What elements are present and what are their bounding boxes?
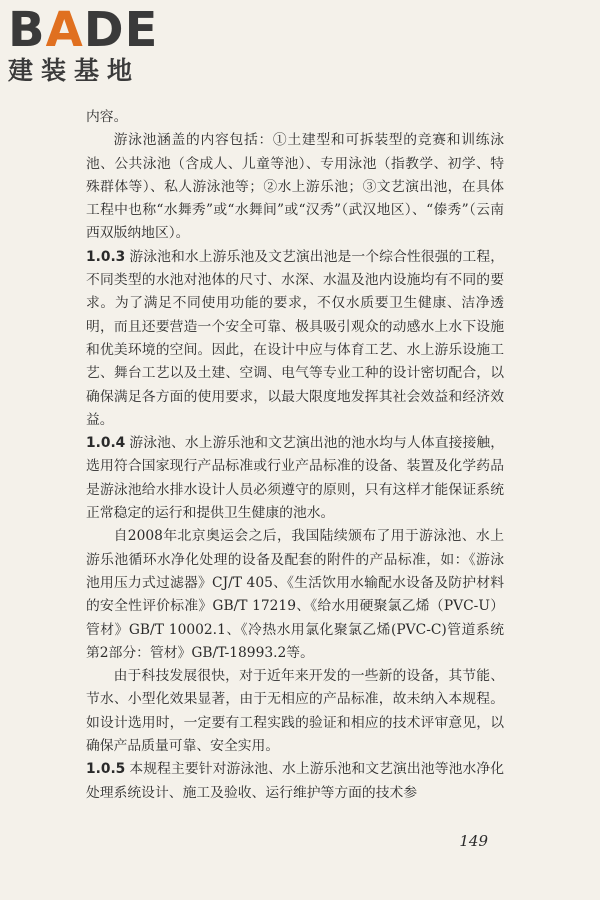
clause-number: 1.0.4 (86, 435, 126, 452)
paragraph-text: 内容。 (86, 109, 128, 125)
clause-1-0-4 (86, 432, 504, 525)
clause-1-0-3 (86, 246, 504, 432)
paragraph-text: 本规程主要针对游泳池、水上游乐池和文艺演出池等池水净化处理系统设计、施工及验收、运行维护等方面的技术参 (86, 761, 504, 801)
clause-number: 1.0.5 (86, 761, 126, 778)
paragraph-text: 游泳池、水上游乐池和文艺演出池的池水均与人体直接接触，选用符合国家现行产品标准或行业产品标准的设备、装置及化学药品是游泳池给水排水设计人员必须遵守的原则，只有这样才能保证系统正常稳定的运行和提供卫生健康的池水。 (86, 435, 504, 522)
paragraph-text: 游泳池涵盖的内容包括：①土建型和可拆装型的竞赛和训练泳池、公共泳池（含成人、儿童等池）、专用泳池（指教学、初学、特殊群体等）、私人游泳池等；②水上游乐池；③文艺演出池，在具体工程中也称“水舞秀”或“水舞间”或“汉秀”（武汉地区）、“傣秀”（云南西双版纳地区）。 (86, 132, 504, 242)
paragraph-text: 游泳池和水上游乐池及文艺演出池是一个综合性很强的工程，不同类型的水池对池体的尺寸、水深、水温及池内设施均有不同的要求。为了满足不同使用功能的要求，不仅水质要卫生健康、洁净透明，而且还要营造一个安全可靠、极具吸引观众的动感水上水下设施和优美环境的空间。因此，在设计中应与体育工艺、水上游乐设施工艺、舞台工艺以及土建、空调、电气等专业工种的设计密切配合，以确保满足各方面的使用要求，以最大限度地发挥其社会效益和经济效益。 (86, 248, 504, 428)
paragraph-text: 自2008年北京奥运会之后，我国陆续颁布了用于游泳池、水上游乐池循环水净化处理的设备及配套的附件的产品标准，如：《游泳池用压力式过滤器》CJ/T 405、《生活饮用水输配水设备及防护材料的安全性评价标准》GB/T 17219、《给水用硬聚氯乙烯（PVC-U）管材》GB/T 10002.1、《冷热水用氯化聚氯乙烯(PVC-C)管道系统 第2部分：管材》GB/T-18993.2等。 (86, 528, 518, 661)
paragraph (86, 106, 504, 129)
page-number: 149 (459, 832, 488, 850)
logo-letters-b: B (8, 2, 46, 58)
logo-subtitle: 建装基地 (8, 56, 141, 85)
document-body (86, 106, 518, 805)
logo-wordmark (8, 2, 178, 58)
clause-number: 1.0.3 (86, 248, 126, 265)
logo-letters-de: DE (83, 2, 159, 58)
paragraph-text: 由于科技发展很快，对于近年来开发的一些新的设备，其节能、节水、小型化效果显著，由于无相应的产品标准，故未纳入本规程。如设计选用时，一定要有工程实践的验证和相应的技术评审意见，以确保产品质量可靠、安全实用。 (86, 668, 504, 755)
logo-letter-a: A (45, 2, 84, 58)
clause-1-0-5 (86, 758, 504, 805)
bade-logo (8, 2, 178, 86)
paragraph (86, 525, 518, 665)
paragraph (86, 665, 504, 758)
paragraph (86, 129, 504, 245)
